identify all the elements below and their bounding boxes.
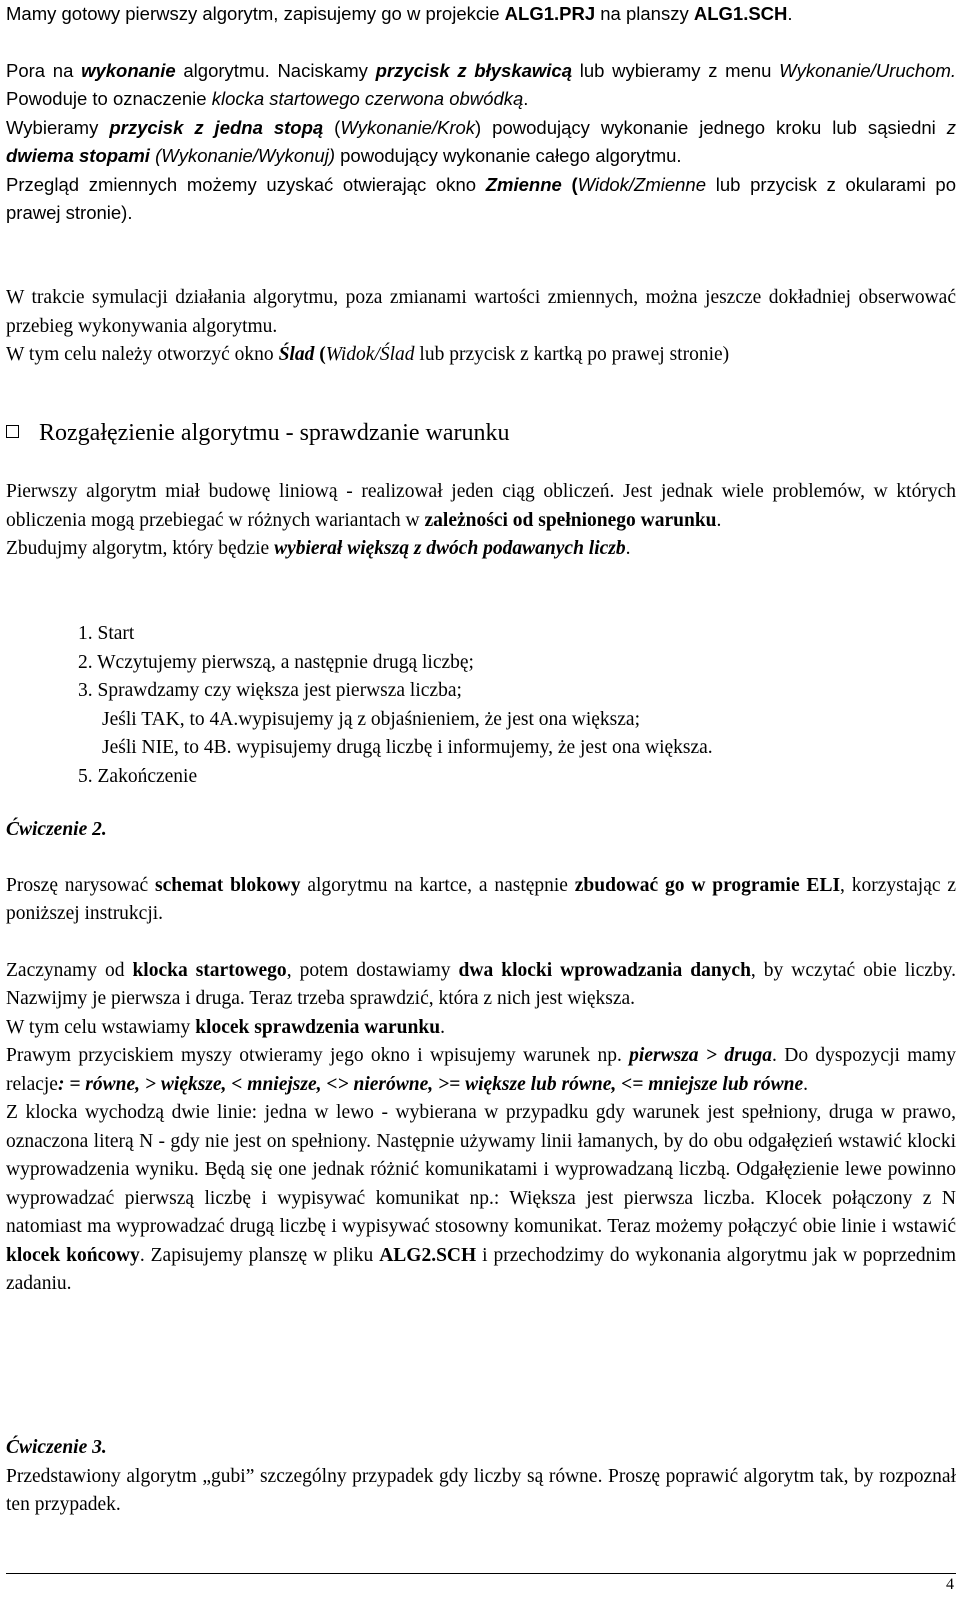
- intro-paragraph-1: Mamy gotowy pierwszy algorytm, zapisujemy go w projekcie ALG1.PRJ na planszy ALG1.SCH.: [6, 3, 793, 24]
- exercise-3: [6, 1434, 956, 1520]
- exercise-2: [6, 816, 956, 1299]
- list-item: 5. Zakończenie: [78, 765, 198, 787]
- intro-paragraph-2: Pora na wykonanie algorytmu. Naciskamy przycisk z błyskawicą lub wybieramy z menu Wykonanie/Uruchom. Powoduje to oznaczenie klocka startowego czerwona obwódką.: [6, 59, 957, 109]
- exercise-3-paragraph-1: Przedstawiony algorytm „gubi” szczególny przypadek gdy liczby są równe. Proszę poprawić algorytm tak, by rozpoznał ten przypadek.: [6, 1465, 956, 1515]
- footer-divider: [6, 1573, 956, 1574]
- list-item: 1. Start: [78, 623, 135, 644]
- trace-paragraph-2: W tym celu należy otworzyć okno Ślad (Widok/Ślad lub przycisk z kartką po prawej stronie): [6, 344, 730, 365]
- exercise-2-paragraph-1: Proszę narysować schemat blokowy algorytmu na kartce, a następnie zbudować go w programie ELI, korzystając z poniższej instrukcji.: [6, 874, 957, 924]
- list-item: Jeśli NIE, to 4B. wypisujemy drugą liczbę i informujemy, że jest ona większa.: [102, 737, 713, 758]
- exercise-2-paragraph-3: W tym celu wstawiamy klocek sprawdzenia warunku.: [6, 1016, 445, 1038]
- exercise-2-paragraph-4: Prawym przyciskiem myszy otwieramy jego okno i wpisujemy warunek np. pierwsza > druga. Do dyspozycji mamy relacje: = równe, > większe, < mniejsze, <> nierówne, >= większe lub równe, <= mniejsze lub równe.: [6, 1045, 956, 1095]
- exercise-2-paragraph-5: Z klocka wychodzą dwie linie: jedna w lewo - wybierana w przypadku gdy warunek jest spełniony, druga w prawo, oznaczona literą N - gdy nie jest on spełniony. Następnie używamy linii łamanych, by do obu odgałęzień wstawić klocki wyprowadzenia wyniku. Będą się one jednak różnić komunikatami i wyprowadzaną liczbą. Odgałęzienie lewe powinno wyprowadzać pierwszą liczbę i wypisywać komunikat np.: Większa jest pierwsza liczba. Klocek połączony z N natomiast ma wyprowadzać drugą liczbę i wypisywać stosowny komunikat. Teraz możemy połączyć obie linie i wstawić klocek końcowy. Zapisujemy planszę w pliku ALG2.SCH i przechodzimy do wykonania algorytmu jak w poprzednim zadaniu.: [6, 1102, 956, 1294]
- trace-section: [6, 284, 956, 370]
- intro-section: [6, 0, 956, 228]
- list-item: 3. Sprawdzamy czy większa jest pierwsza liczba;: [78, 680, 462, 701]
- section-heading-text: Rozgałęzienie algorytmu - sprawdzanie warunku: [39, 420, 510, 446]
- checkbox-bullet-icon: [6, 425, 19, 438]
- exercise-3-title: Ćwiczenie 3.: [6, 1437, 107, 1458]
- trace-paragraph-1: W trakcie symulacji działania algorytmu, poza zmianami wartości zmiennych, można jeszcze dokładniej obserwować przebieg wykonywania algorytmu.: [6, 287, 956, 337]
- intro-paragraph-3: Wybieramy przycisk z jedna stopą (Wykonanie/Krok) powodujący wykonanie jednego kroku lub sąsiedni z dwiema stopami (Wykonanie/Wykonuj) powodujący wykonanie całego algorytmu.: [6, 116, 957, 166]
- intro-paragraph-4: Przegląd zmiennych możemy uzyskać otwierając okno Zmienne (Widok/Zmienne lub przycisk z okularami po prawej stronie).: [6, 173, 956, 223]
- exercise-2-title: Ćwiczenie 2.: [6, 819, 107, 840]
- branching-paragraph-1: Pierwszy algorytm miał budowę liniową - realizował jeden ciąg obliczeń. Jest jednak wiele problemów, w których obliczenia mogą przebiegać w różnych wariantach w zależności od spełnionego warunku.: [6, 481, 956, 531]
- branching-section: [6, 478, 956, 564]
- section-heading: [6, 418, 509, 448]
- branching-paragraph-2: Zbudujmy algorytm, który będzie wybierał większą z dwóch podawanych liczb.: [6, 538, 631, 559]
- list-item: Jeśli TAK, to 4A.wypisujemy ją z objaśnieniem, że jest ona większa;: [102, 708, 641, 730]
- exercise-2-paragraph-2: Zaczynamy od klocka startowego, potem dostawiamy dwa klocki wprowadzania danych, by wczytać obie liczby. Nazwijmy je pierwsza i druga. Teraz trzeba sprawdzić, która z nich jest większa.: [6, 959, 956, 1009]
- page-number: 4: [946, 1576, 954, 1593]
- list-item: 2. Wczytujemy pierwszą, a następnie drugą liczbę;: [78, 651, 474, 673]
- algorithm-steps: [78, 620, 713, 791]
